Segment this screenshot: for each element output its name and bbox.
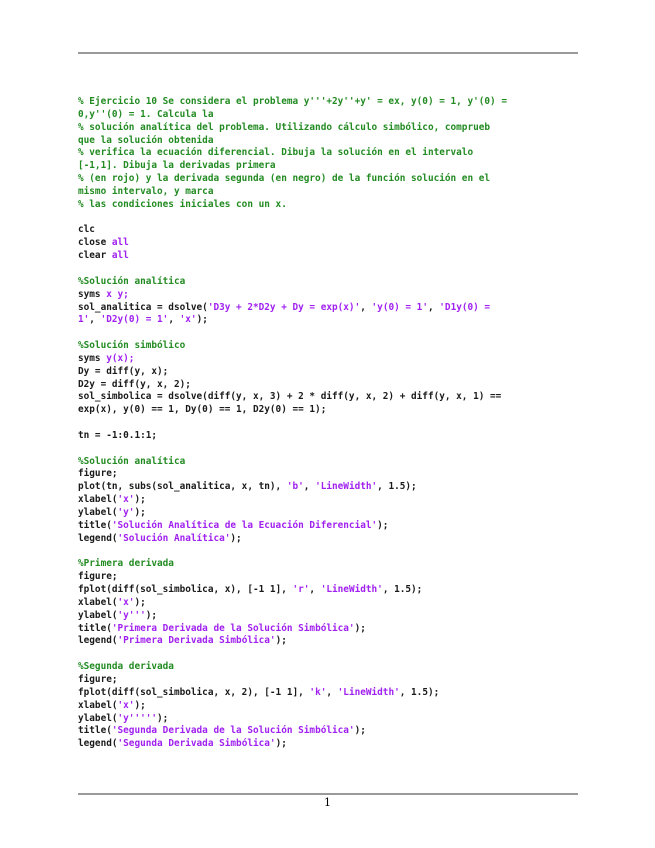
code-listing	[78, 96, 578, 751]
code-line: title('Primera Derivada de la Solución Simbólica');	[78, 622, 366, 634]
code-line: figure;	[78, 673, 118, 685]
comment-line: mismo intervalo, y marca	[78, 185, 214, 197]
code-line: plot(tn, subs(sol_analitica, x, tn), 'b', 'LineWidth', 1.5);	[78, 481, 417, 493]
code-line: 1', 'D2y(0) = 1', 'x');	[78, 314, 208, 326]
code-line: fplot(diff(sol_simbolica, x, 2), [-1 1], 'k', 'LineWidth', 1.5);	[78, 686, 440, 698]
section-comment: %Primera derivada	[78, 558, 174, 570]
code-line: syms x y;	[78, 288, 129, 300]
comment-line: % solución analítica del problema. Utilizando cálculo simbólico, comprueb	[78, 121, 491, 133]
code-line: title('Solución Analítica de la Ecuación Diferencial');	[78, 519, 389, 531]
code-line: xlabel('x');	[78, 596, 146, 608]
code-line: xlabel('x');	[78, 494, 146, 506]
section-comment: %Segunda derivada	[78, 661, 174, 673]
code-line: figure;	[78, 571, 118, 583]
code-line: ylabel('y');	[78, 507, 146, 518]
code-line: legend('Primera Derivada Simbólica');	[78, 635, 287, 647]
code-line: syms y(x);	[78, 352, 135, 364]
header-rule	[78, 52, 578, 54]
code-line: ylabel('y''''');	[78, 712, 169, 724]
comment-line: % las condiciones iniciales con un x.	[78, 198, 287, 210]
comment-line: 0,y''(0) = 1. Calcula la	[78, 108, 214, 120]
section-comment: %Solución analítica	[78, 455, 186, 467]
code-line: xlabel('x');	[78, 699, 146, 711]
footer-rule	[78, 793, 578, 795]
keyword-all: all	[111, 250, 129, 262]
code-line-clc: clc	[78, 224, 95, 236]
code-line-clear-all: clear all	[78, 250, 129, 262]
code-line-tn: tn = -1:0.1:1;	[78, 429, 158, 441]
keyword-all: all	[111, 237, 129, 249]
code-line: figure;	[78, 468, 118, 480]
code-line: legend('Solución Analítica');	[78, 532, 242, 544]
code-line: title('Segunda Derivada de la Solución Simbólica');	[78, 725, 366, 737]
code-line: sol_analitica = dsolve('D3y + 2*D2y + Dy = exp(x)', 'y(0) = 1', 'D1y(0) =	[78, 301, 491, 313]
code-line: sol_simbolica = dsolve(diff(y, x, 3) + 2 * diff(y, x, 2) + diff(y, x, 1) ==	[78, 391, 502, 403]
code-line: exp(x), y(0) == 1, Dy(0) == 1, D2y(0) == 1);	[78, 404, 327, 416]
code-line-close-all: close all	[78, 237, 129, 249]
comment-line: que la solución obtenida	[78, 134, 214, 146]
code-line: Dy = diff(y, x);	[78, 365, 169, 377]
section-comment: %Solución analítica	[78, 275, 186, 287]
section-comment: %Solución simbólico	[78, 340, 186, 352]
comment-line: % Ejercicio 10 Se considera el problema y'''+2y''+y' = ex, y(0) = 1, y'(0) =	[78, 96, 507, 107]
code-line: legend('Segunda Derivada Simbólica');	[78, 738, 287, 750]
comment-line: % verifica la ecuación diferencial. Dibuja la solución en el intervalo	[78, 147, 474, 159]
page-number: 1	[324, 796, 331, 809]
code-line: fplot(diff(sol_simbolica, x), [-1 1], 'r', 'LineWidth', 1.5);	[78, 584, 423, 596]
code-line: ylabel('y''');	[78, 609, 158, 621]
code-line: D2y = diff(y, x, 2);	[78, 378, 191, 390]
comment-line: % (en rojo) y la derivada segunda (en negro) de la función solución en el	[78, 173, 491, 185]
comment-line: [-1,1]. Dibuja la derivadas primera	[78, 160, 276, 172]
